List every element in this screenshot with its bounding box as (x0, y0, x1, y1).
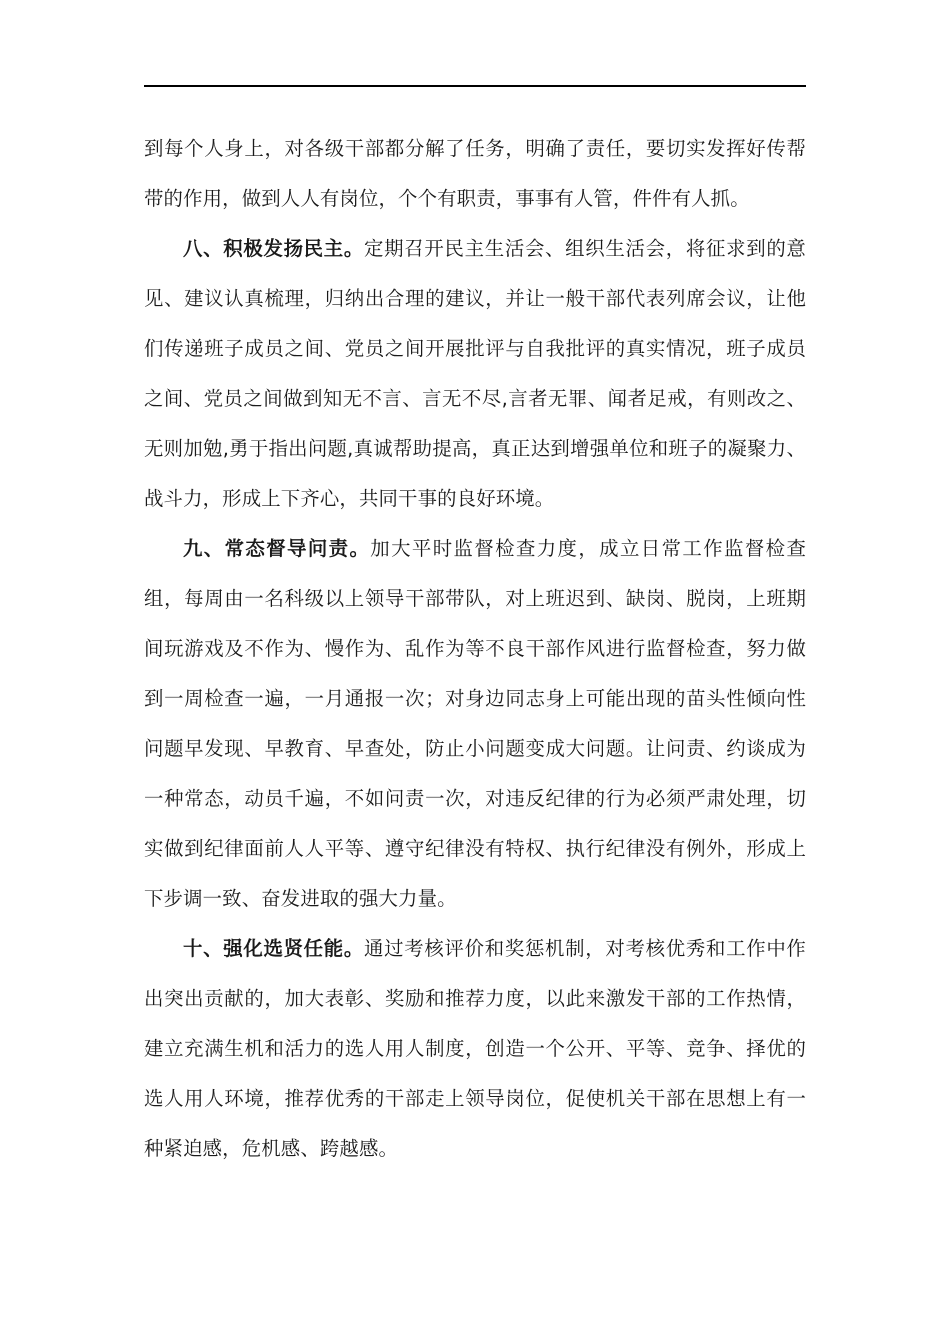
section-8-heading: 八、积极发扬民主。 (183, 237, 365, 260)
section-9-heading: 九、常态督导问责。 (183, 537, 371, 560)
section-10-heading: 十、强化选贤任能。 (183, 937, 365, 960)
header-rule (144, 85, 806, 87)
section-9-paragraph (144, 524, 806, 924)
section-10-paragraph (144, 924, 806, 1174)
section-8-paragraph (144, 224, 806, 524)
section-9-body: 加大平时监督检查力度，成立日常工作监督检查组，每周由一名科级以上领导干部带队，对上班迟到、缺岗、脱岗，上班期间玩游戏及不作为、慢作为、乱作为等不良干部作风进行监督检查，努力做到一周检查一遍，一月通报一次；对身边同志身上可能出现的苗头性倾向性问题早发现、早教育、早查处，防止小问题变成大问题。让问责、约谈成为一种常态，动员千遍，不如问责一次，对违反纪律的行为必须严肃处理，切实做到纪律面前人人平等、遵守纪律没有特权、执行纪律没有例外，形成上下步调一致、奋发进取的强大力量。 (144, 537, 806, 910)
document-body (144, 124, 806, 1174)
intro-paragraph: 到每个人身上，对各级干部都分解了任务，明确了责任，要切实发挥好传帮带的作用，做到人人有岗位，个个有职责，事事有人管，件件有人抓。 (144, 137, 806, 210)
section-10-body: 通过考核评价和奖惩机制，对考核优秀和工作中作出突出贡献的，加大表彰、奖励和推荐力度，以此来激发干部的工作热情，建立充满生机和活力的选人用人制度，创造一个公开、平等、竞争、择优的选人用人环境，推荐优秀的干部走上领导岗位，促使机关干部在思想上有一种紧迫感，危机感、跨越感。 (144, 937, 806, 1160)
section-8-body: 定期召开民主生活会、组织生活会，将征求到的意见、建议认真梳理，归纳出合理的建议，并让一般干部代表列席会议，让他们传递班子成员之间、党员之间开展批评与自我批评的真实情况，班子成员之间、党员之间做到知无不言、言无不尽,言者无罪、闻者足戒，有则改之、无则加勉,勇于指出问题,真诚帮助提高，真正达到增强单位和班子的凝聚力、战斗力，形成上下齐心，共同干事的良好环境。 (144, 237, 806, 510)
